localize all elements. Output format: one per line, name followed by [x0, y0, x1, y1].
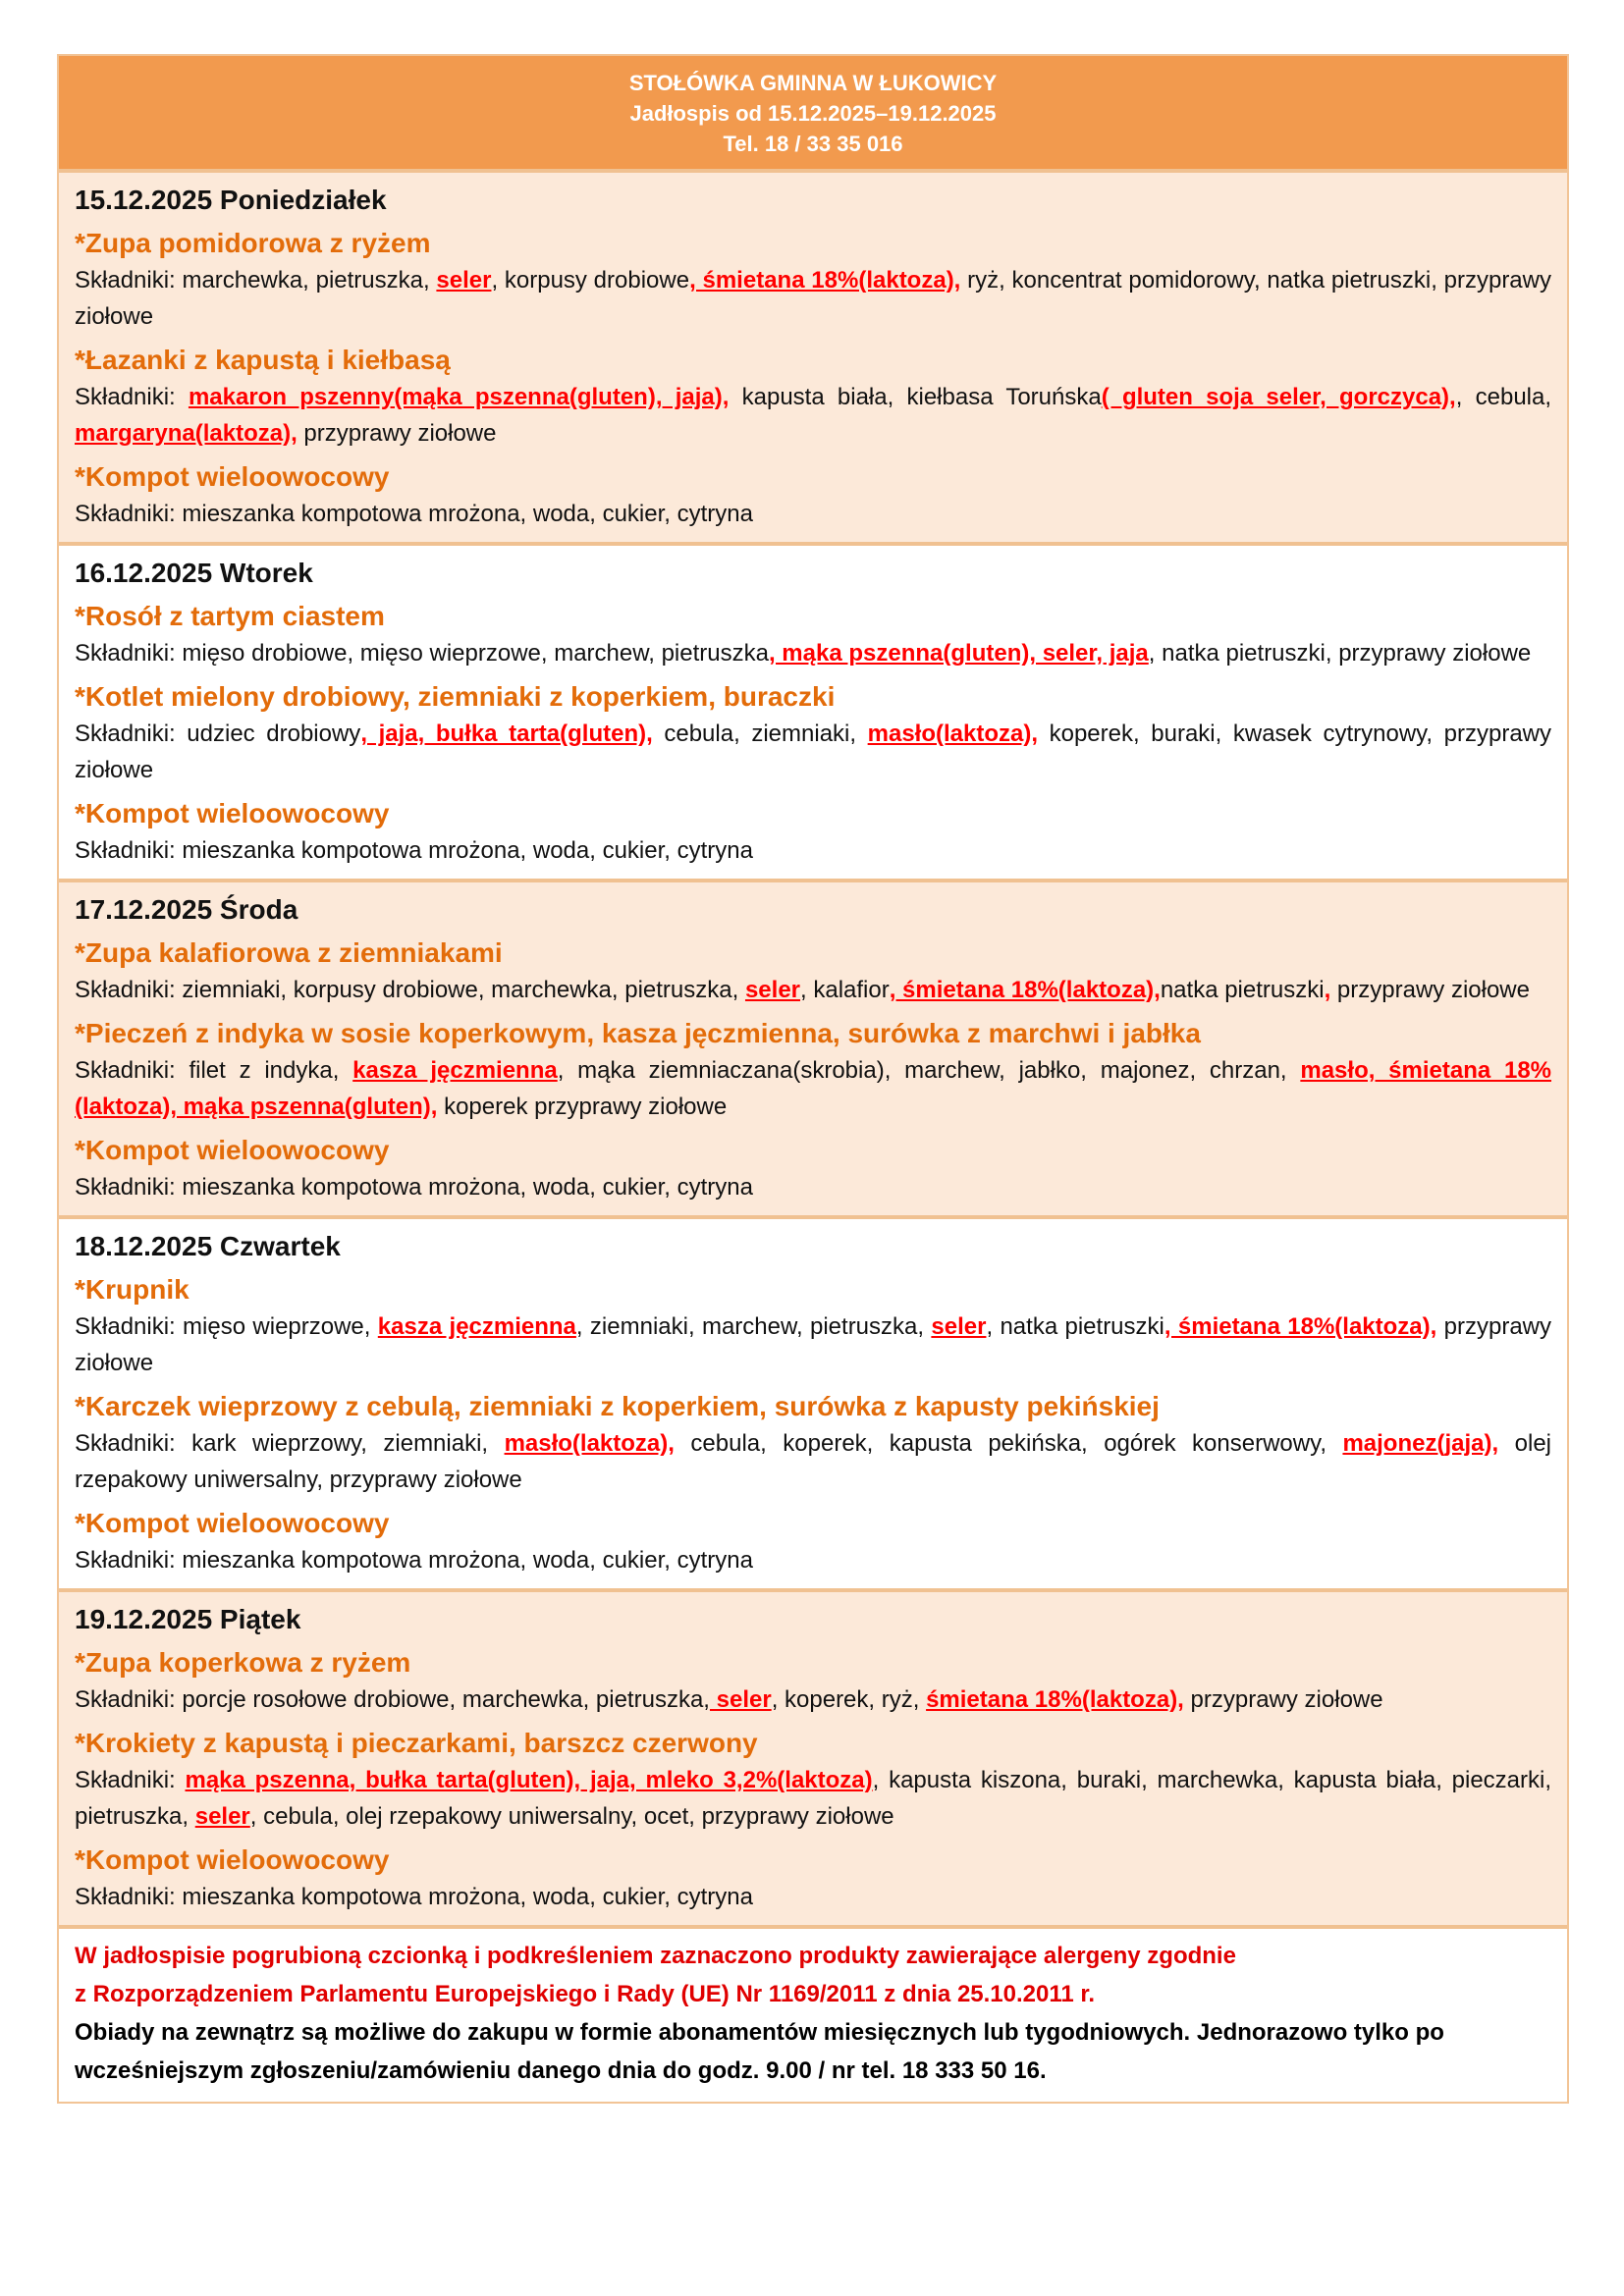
ingredient-text: Składniki: mieszanka kompotowa mrożona, woda, cukier, cytryna — [75, 837, 753, 864]
meal-name: *Zupa pomidorowa z ryżem — [75, 228, 431, 258]
ingredient-text: Składniki: mięso drobiowe, mięso wieprzowe, marchew, pietruszka — [75, 640, 769, 667]
ingredient-text: , cebula, — [1455, 384, 1552, 410]
allergen-text: majonez(jaja), — [1342, 1430, 1499, 1457]
ingredient-text: Składniki: marchewka, pietruszka, — [75, 267, 437, 294]
allergen-text: , śmietana 18%(laktoza), — [1164, 1313, 1437, 1340]
day-section — [59, 169, 1567, 542]
ingredient-text: Składniki: — [75, 384, 189, 410]
allergen-text: , śmietana 18%(laktoza), — [889, 977, 1161, 1003]
day-meals — [75, 227, 1551, 532]
ingredient-text: przyprawy ziołowe — [75, 1313, 1552, 1376]
allergen-text: margaryna(laktoza), — [75, 420, 298, 447]
meal-ingredients — [75, 1542, 1551, 1578]
allergen-text: , — [1324, 977, 1331, 1003]
meal-ingredients — [75, 1308, 1551, 1381]
phone-number: Tel. 18 / 33 35 016 — [723, 132, 903, 156]
meal-name: *Zupa kalafiorowa z ziemniakami — [75, 937, 503, 968]
allergen-text: ( gluten soja seler, gorczyca), — [1101, 384, 1456, 410]
meal-name: *Kompot wieloowocowy — [75, 1508, 390, 1538]
ingredient-text: Składniki: mieszanka kompotowa mrożona, woda, cukier, cytryna — [75, 1547, 753, 1574]
ingredient-text: przyprawy ziołowe — [1183, 1686, 1383, 1713]
ingredient-text: , natka pietruszki, przyprawy ziołowe — [1148, 640, 1532, 667]
allergen-text: kasza jęczmienna — [377, 1313, 576, 1340]
meal-name: *Pieczeń z indyka w sosie koperkowym, kasza jęczmienna, surówka z marchwi i jabłka — [75, 1018, 1201, 1048]
ingredient-text: , kapusta kiszona, buraki, marchewka, kapusta biała, pieczarki, pietruszka, — [75, 1767, 1552, 1830]
allergen-text: masło(laktoza), — [504, 1430, 675, 1457]
meal-name: *Kompot wieloowocowy — [75, 798, 390, 828]
ingredient-text: Składniki: mieszanka kompotowa mrożona, woda, cukier, cytryna — [75, 1174, 753, 1201]
ingredient-text: kapusta biała, kiełbasa Toruńska — [729, 384, 1102, 410]
meal-ingredients — [75, 262, 1551, 335]
ingredient-text: , ziemniaki, marchew, pietruszka, — [575, 1313, 932, 1340]
day-date: 17.12.2025 Środa — [75, 894, 298, 925]
day-section — [59, 542, 1567, 879]
allergen-text: seler — [194, 1803, 250, 1830]
ingredient-text: , cebula, olej rzepakowy uniwersalny, ocet, przyprawy ziołowe — [249, 1803, 894, 1830]
ingredient-text: , natka pietruszki — [986, 1313, 1164, 1340]
ingredient-text: Składniki: mięso wieprzowe, — [75, 1313, 378, 1340]
day-meals — [75, 1273, 1551, 1578]
meal-ingredients — [75, 1762, 1551, 1835]
allergen-text: seler — [436, 267, 492, 294]
day-section — [59, 879, 1567, 1215]
meal-name: *Rosół z tartym ciastem — [75, 601, 385, 631]
meal-name: *Kompot wieloowocowy — [75, 1135, 390, 1165]
day-date: 15.12.2025 Poniedziałek — [75, 185, 387, 215]
meal-ingredients — [75, 716, 1551, 788]
meal-name: *Karczek wieprzowy z cebulą, ziemniaki z koperkiem, surówka z kapusty pekińskiej — [75, 1391, 1160, 1421]
allergen-legend-note: W jadłospisie pogrubioną czcionką i podkreśleniem zaznaczono produkty zawierające alergeny zgodnie — [75, 1943, 1236, 1969]
meal-ingredients — [75, 1425, 1551, 1498]
meal-name: *Kompot wieloowocowy — [75, 461, 390, 492]
ingredient-text: , kalafior — [800, 977, 890, 1003]
day-date: 18.12.2025 Czwartek — [75, 1231, 341, 1261]
ingredient-text: Składniki: filet z indyka, — [75, 1057, 353, 1084]
meal-ingredients — [75, 1682, 1551, 1718]
ingredient-text: , koperek, ryż, — [771, 1686, 927, 1713]
meal-ingredients — [75, 496, 1551, 532]
ingredient-text: koperek, buraki, kwasek cytrynowy, przyprawy ziołowe — [75, 721, 1552, 783]
ingredient-text: Składniki: — [75, 1767, 186, 1793]
meal-ingredients — [75, 1052, 1551, 1125]
ingredient-text: Składniki: udziec drobiowy — [75, 721, 361, 747]
allergen-text: seler — [931, 1313, 987, 1340]
footer-notes — [59, 1925, 1567, 2102]
ingredient-text: , korpusy drobiowe — [491, 267, 690, 294]
ingredient-text: ryż, koncentrat pomidorowy, natka pietruszki, przyprawy ziołowe — [75, 267, 1551, 330]
canteen-title: STOŁÓWKA GMINNA W ŁUKOWICY — [628, 71, 998, 95]
meal-name: *Kotlet mielony drobiowy, ziemniaki z koperkiem, buraczki — [75, 681, 836, 712]
day-section — [59, 1588, 1567, 1925]
ingredient-text: Składniki: ziemniaki, korpusy drobiowe, marchewka, pietruszka, — [75, 977, 745, 1003]
allergen-text: mąka pszenna, bułka tarta(gluten), jaja, mleko 3,2%(laktoza) — [185, 1767, 873, 1793]
allergen-text: seler — [744, 977, 801, 1003]
meal-ingredients — [75, 972, 1551, 1008]
meal-ingredients — [75, 635, 1551, 671]
ordering-info-note: Obiady na zewnątrz są możliwe do zakupu w formie abonamentów miesięcznych lub tygodniowych. Jednorazowo tylko po wcześniejszym zgłoszeniu/zamówieniu danego dnia do godz. 9.00 / nr tel. 18 333 50 16. — [75, 2019, 1444, 2084]
allergen-text: , śmietana 18%(laktoza), — [689, 267, 961, 294]
ingredient-text: Składniki: kark wieprzowy, ziemniaki, — [75, 1430, 505, 1457]
ingredient-text: przyprawy ziołowe — [297, 420, 497, 447]
day-meals — [75, 936, 1551, 1205]
meal-ingredients — [75, 379, 1551, 452]
meal-name: *Krokiety z kapustą i pieczarkami, barszcz czerwony — [75, 1728, 758, 1758]
allergen-text: , mąka pszenna(gluten), seler, jaja — [768, 640, 1149, 667]
allergen-text: kasza jęczmienna — [352, 1057, 558, 1084]
menu-date-range: Jadłospis od 15.12.2025–19.12.2025 — [629, 101, 997, 126]
day-meals — [75, 1646, 1551, 1915]
ingredient-text: natka pietruszki — [1160, 977, 1325, 1003]
ingredient-text: cebula, ziemniaki, — [652, 721, 868, 747]
allergen-text: makaron pszenny(mąka pszenna(gluten), jaja), — [188, 384, 730, 410]
day-date: 19.12.2025 Piątek — [75, 1604, 301, 1634]
day-date: 16.12.2025 Wtorek — [75, 558, 313, 588]
day-section — [59, 1215, 1567, 1588]
ingredient-text: , mąka ziemniaczana(skrobia), marchew, jabłko, majonez, chrzan, — [557, 1057, 1301, 1084]
meal-name: *Zupa koperkowa z ryżem — [75, 1647, 411, 1678]
ingredient-text: olej rzepakowy uniwersalny, przyprawy ziołowe — [75, 1430, 1552, 1493]
ingredient-text: przyprawy ziołowe — [1330, 977, 1530, 1003]
meal-ingredients — [75, 832, 1551, 869]
meal-name: *Łazanki z kapustą i kiełbasą — [75, 345, 451, 375]
ingredient-text: cebula, koperek, kapusta pekińska, ogórek konserwowy, — [674, 1430, 1343, 1457]
ingredient-text: Składniki: mieszanka kompotowa mrożona, woda, cukier, cytryna — [75, 501, 753, 527]
menu-days — [59, 169, 1567, 1925]
menu-document — [57, 54, 1569, 2104]
meal-ingredients — [75, 1879, 1551, 1915]
ingredient-text: Składniki: porcje rosołowe drobiowe, marchewka, pietruszka, — [75, 1686, 710, 1713]
meal-name: *Krupnik — [75, 1274, 189, 1305]
meal-name: *Kompot wieloowocowy — [75, 1844, 390, 1875]
ingredient-text: Składniki: mieszanka kompotowa mrożona, woda, cukier, cytryna — [75, 1884, 753, 1910]
allergen-text: masło(laktoza), — [867, 721, 1039, 747]
day-meals — [75, 600, 1551, 869]
allergen-text: śmietana 18%(laktoza), — [926, 1686, 1184, 1713]
meal-ingredients — [75, 1169, 1551, 1205]
allergen-text: , jaja, bułka tarta(gluten), — [360, 721, 653, 747]
allergen-text: seler — [709, 1686, 772, 1713]
allergen-text: masło, śmietana 18%(laktoza), mąka pszenna(gluten), — [75, 1057, 1552, 1120]
ingredient-text: koperek przyprawy ziołowe — [437, 1094, 728, 1120]
document-header — [59, 56, 1567, 169]
allergen-legend-note: z Rozporządzeniem Parlamentu Europejskiego i Rady (UE) Nr 1169/2011 z dnia 25.10.2011 r. — [75, 1981, 1096, 2007]
